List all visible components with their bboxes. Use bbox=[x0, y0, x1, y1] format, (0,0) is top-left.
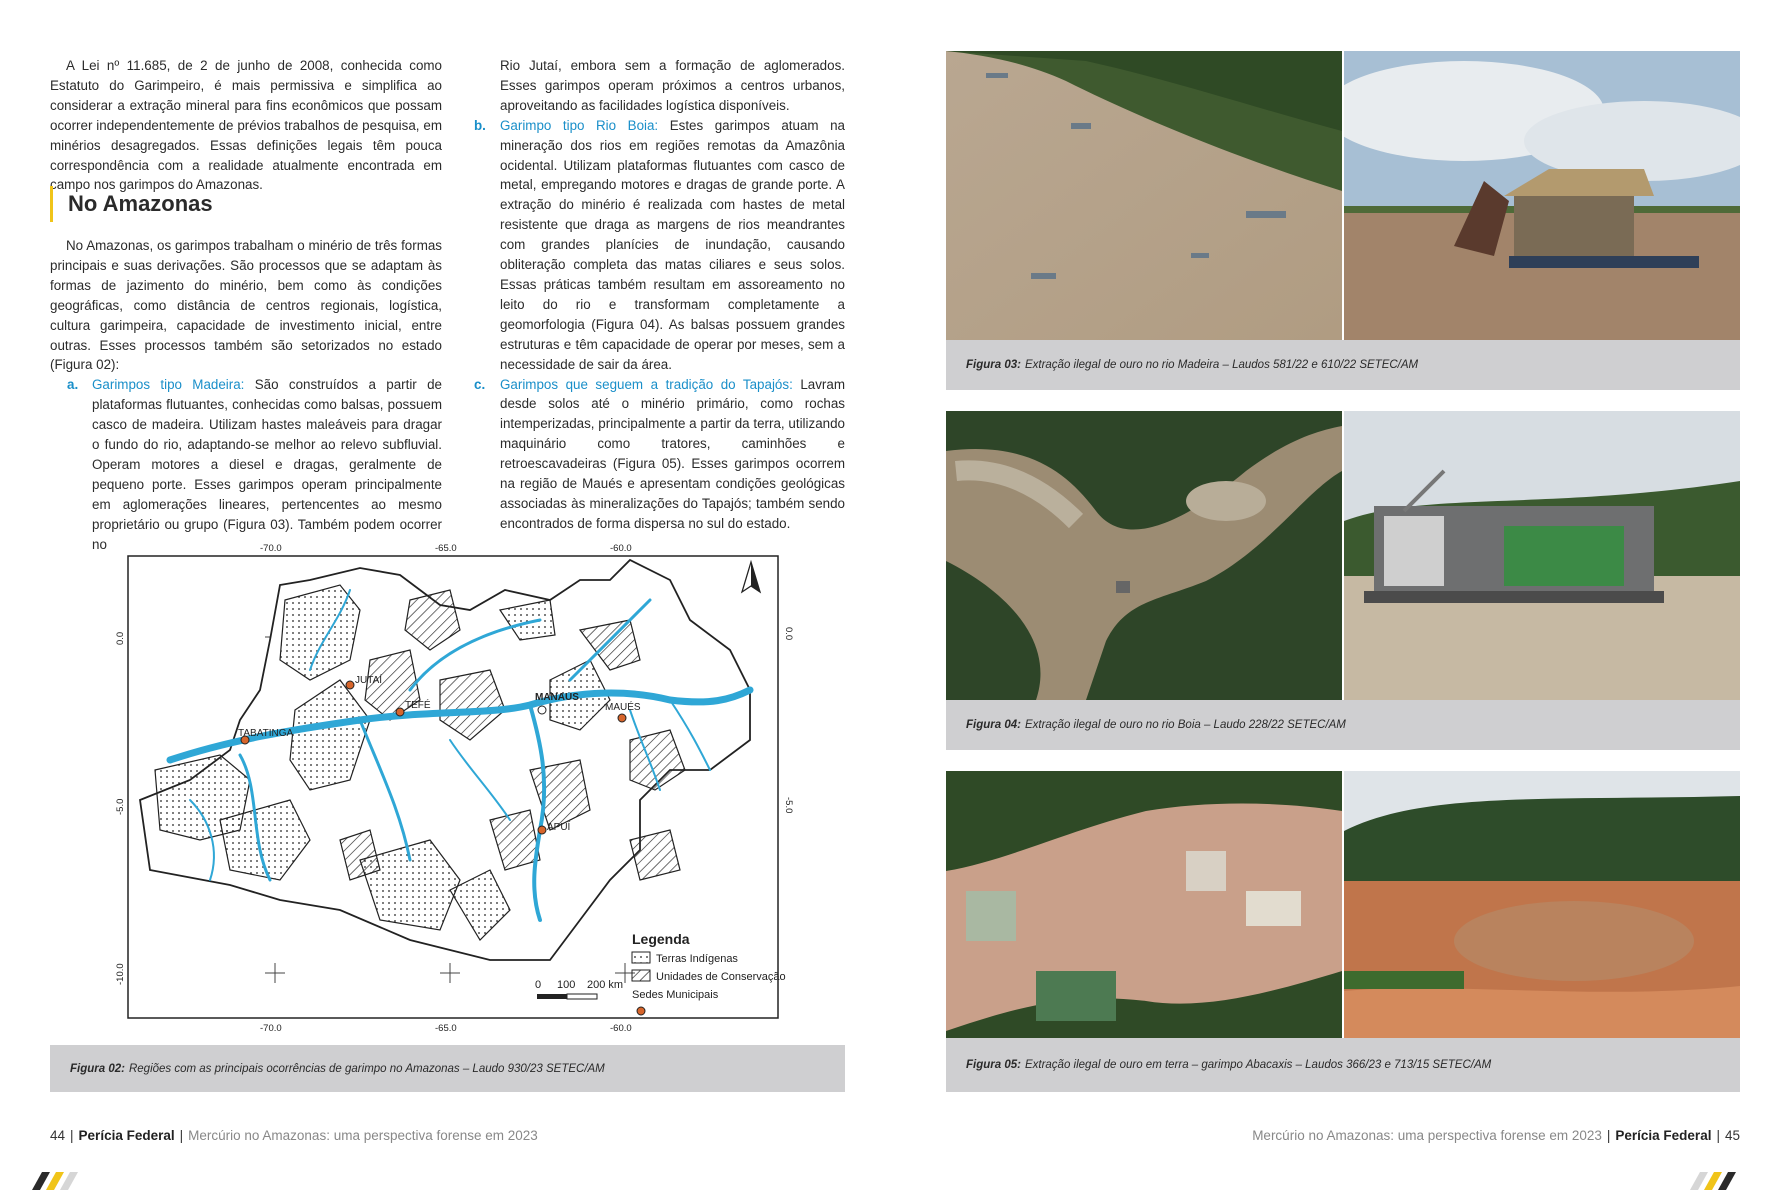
decorative-stripes-icon bbox=[1680, 1172, 1740, 1190]
map-svg bbox=[110, 540, 810, 1035]
legend-dots-swatch bbox=[632, 952, 650, 963]
caption-label: Figura 02: bbox=[70, 1062, 125, 1075]
list-item-title: Garimpo tipo Rio Boia: bbox=[500, 117, 659, 133]
legend-title: Legenda bbox=[632, 931, 690, 947]
right-footer: Mercúrio no Amazonas: uma perspectiva forense em 2023 | Perícia Federal | 45 bbox=[1252, 1128, 1740, 1143]
fig05-photo-aerial-mining bbox=[946, 771, 1342, 1038]
page-number: 45 bbox=[1724, 1128, 1740, 1143]
fig03-photo-aerial-river bbox=[946, 51, 1342, 340]
left-column-1 bbox=[50, 56, 442, 195]
footer-title: Mercúrio no Amazonas: uma perspectiva forense em 2023 bbox=[1252, 1128, 1602, 1143]
tick-label: -65.0 bbox=[435, 543, 457, 554]
page-number: 44 bbox=[50, 1128, 66, 1143]
list-marker: a. bbox=[67, 377, 79, 393]
city-label: APUÍ bbox=[547, 822, 571, 833]
city-label: TABATINGA bbox=[238, 728, 294, 739]
legend-item: Terras Indígenas bbox=[656, 953, 738, 965]
caption-label: Figura 03: bbox=[966, 359, 1021, 371]
figure-04-caption bbox=[946, 700, 1740, 750]
tick-label: -70.0 bbox=[260, 1023, 282, 1034]
caption-text: Extração ilegal de ouro no rio Boia – Laudo 228/22 SETEC/AM bbox=[1024, 719, 1346, 731]
list-item-a bbox=[50, 375, 442, 554]
scale-label: 0 bbox=[535, 979, 542, 991]
tick-label: -5.0 bbox=[115, 798, 126, 815]
list-item-b bbox=[472, 116, 845, 375]
fig04-photo-aerial-sediment bbox=[946, 411, 1342, 700]
list-marker: b. bbox=[474, 117, 486, 133]
footer-brand: Perícia Federal bbox=[78, 1128, 175, 1143]
amazonas-map bbox=[110, 540, 810, 1035]
scale-label: 100 bbox=[557, 979, 576, 991]
city-label: MANAUS bbox=[535, 692, 579, 703]
list-marker: c. bbox=[474, 376, 486, 392]
tick-label: -60.0 bbox=[610, 543, 632, 554]
city-label: MAUÉS bbox=[605, 702, 641, 713]
list-item-title: Garimpos tipo Madeira: bbox=[92, 377, 245, 393]
fig03-photo-dredge-barge bbox=[1344, 51, 1740, 340]
tick-label: -65.0 bbox=[435, 1023, 457, 1034]
list-item-text: Estes garimpos atuam na mineração dos rios em regiões remotas da Amazônia ocidental. Utilizam plataformas flutuantes com casco de metal, empregando motores e dragas de grande porte. A extração do minério é realizada com hastes de metal resistente que draga as margens de rios meandrantes com grandes planícies de inundação, causando obliteração completa das matas ciliares e seus solos. Essas práticas também resultam em assoreamento no leito do rio e transformam completamente a geomorfologia (Figura 04). As balsas possuem grandes estruturas e têm capacidade de operar por meses, sem a necessidade de sair da área. bbox=[500, 117, 845, 372]
fig05-photo-open-pit bbox=[1344, 771, 1740, 1038]
continued-text: Rio Jutaí, embora sem a formação de aglomerados. Esses garimpos operam próximos a centros urbanos, aproveitando as facilidades logística disponíveis. bbox=[500, 58, 845, 113]
caption-text: Extração ilegal de ouro em terra – garimpo Abacaxis – Laudos 366/23 e 713/15 SETEC/AM bbox=[1024, 1059, 1492, 1071]
caption-label: Figura 05: bbox=[966, 1059, 1021, 1071]
legend-city-swatch bbox=[637, 1007, 645, 1015]
list-item-text: São construídos a partir de plataformas flutuantes, conhecidas como balsas, possuem casco de madeira. Utilizam hastes maleáveis para dragar o fundo do rio, adaptando-se melhor ao relevo subfluvial. Operam motores a diesel e dragas, geralmente de pequeno porte. Esses garimpos operam principalmente em aglomerações lineares, pertencentes ao mesmo proprietário ou grupo (Figura 03). Também podem ocorrer no bbox=[92, 377, 442, 552]
scale-label: 200 km bbox=[587, 979, 624, 991]
tick-label: -60.0 bbox=[610, 1023, 632, 1034]
body-paragraph: No Amazonas, os garimpos trabalham o minério de três formas principais e suas derivações. São processos que se adaptam às formas de jazimento do minério, bem como às condições geográficas, como distância de centros regionais, logística, cultura garimpeira, capacidade de investimento inicial, entre outras. Esses processos também são setorizados no estado (Figura 02): bbox=[50, 238, 442, 373]
tick-label: -70.0 bbox=[260, 543, 282, 554]
legend-item: Sedes Municipais bbox=[632, 989, 719, 1001]
legend-hatch-swatch bbox=[632, 970, 650, 981]
fig04-photo-metal-dredge bbox=[1344, 411, 1740, 700]
decorative-stripes-icon bbox=[28, 1172, 88, 1190]
legend-item: Unidades de Conservação bbox=[656, 971, 786, 983]
figure-05-caption bbox=[946, 1038, 1740, 1092]
left-column-1-body bbox=[50, 236, 442, 555]
city-label: TEFÉ bbox=[405, 700, 431, 711]
tick-label: -10.0 bbox=[115, 963, 126, 985]
city-label: JUTAÍ bbox=[355, 675, 383, 686]
footer-brand: Perícia Federal bbox=[1615, 1128, 1712, 1143]
section-heading: No Amazonas bbox=[50, 186, 213, 222]
footer-title: Mercúrio no Amazonas: uma perspectiva forense em 2023 bbox=[188, 1128, 538, 1143]
list-item-text: Lavram desde solos até o minério primário, como rochas intemperizadas, principalmente a partir da terra, utilizando maquinário como tratores, caminhões e retroescavadeiras (Figura 05). Esses garimpos ocorrem na região de Maués e apresentam condições geológicas associadas às mineralizações do Tapajós; também sendo encontrados de forma dispersa no sul do estado. bbox=[500, 376, 845, 531]
intro-paragraph: A Lei nº 11.685, de 2 de junho de 2008, conhecida como Estatuto do Garimpeiro, é mais permissiva e simplifica ao considerar a extração mineral para fins econômicos que possam ocorrer independentemente de prévios trabalhos de pesquisa, em minérios desagregados. Essas definições legais têm pouca correspondência com a realidade atualmente encontrada em campo nos garimpos do Amazonas. bbox=[50, 58, 442, 193]
left-column-2 bbox=[474, 56, 845, 534]
figure-02-caption bbox=[50, 1045, 845, 1092]
list-item-c bbox=[472, 375, 845, 534]
tick-label: -5.0 bbox=[783, 797, 794, 814]
figure-03-caption bbox=[946, 340, 1740, 390]
tick-label: 0.0 bbox=[783, 627, 794, 641]
caption-text: Regiões com as principais ocorrências de garimpo no Amazonas – Laudo 930/23 SETEC/AM bbox=[128, 1062, 605, 1075]
caption-text: Extração ilegal de ouro no rio Madeira – Laudos 581/22 e 610/22 SETEC/AM bbox=[1024, 359, 1419, 371]
list-item-title: Garimpos que seguem a tradição do Tapajós: bbox=[500, 376, 793, 392]
left-footer: 44 | Perícia Federal | Mercúrio no Amazonas: uma perspectiva forense em 2023 bbox=[50, 1128, 538, 1143]
tick-label: 0.0 bbox=[115, 631, 126, 645]
caption-label: Figura 04: bbox=[966, 719, 1021, 731]
